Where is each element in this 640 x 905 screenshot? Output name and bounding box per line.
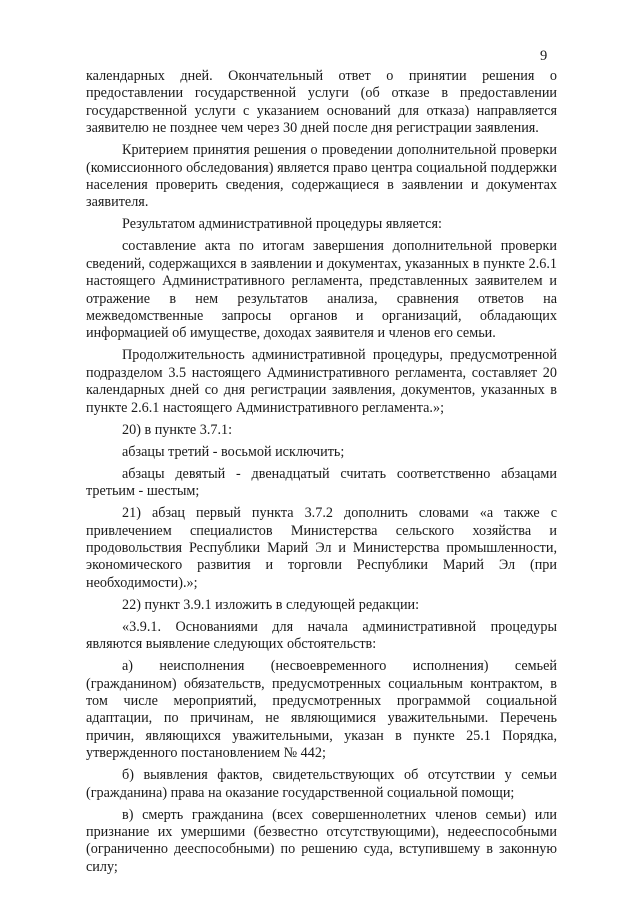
page-number: 9 xyxy=(540,48,548,64)
paragraph: Критерием принятия решения о проведении дополнительной проверки (комиссионного обследования) является право центра социальной поддержки населения проверить сведения, содержащиеся в заявлении и документах заявителя. xyxy=(86,142,557,211)
paragraph: 20) в пункте 3.7.1: xyxy=(122,421,233,438)
paragraph: «3.9.1. Основаниями для начала административной процедуры являются выявление следующих обстоятельств: xyxy=(86,618,557,653)
paragraph: б) выявления фактов, свидетельствующих об отсутствии у семьи (гражданина) права на оказание государственной социальной помощи; xyxy=(86,767,557,801)
paragraph: абзацы третий - восьмой исключить; xyxy=(122,443,345,460)
paragraph: в) смерть гражданина (всех совершеннолетних членов семьи) или признание их умершими (безвестно отсутствующими), недееспособными (ограниченно дееспособными) по решению суда, вступившему в законную силу; xyxy=(86,806,557,875)
paragraph: календарных дней. Окончательный ответ о принятии решения о предоставлении государственной услуги (об отказе в предоставлении государственной услуги с указанием оснований для отказа) направляется заявителю не позднее чем через 30 дней после дня регистрации заявления. xyxy=(86,68,557,137)
paragraph: 21) абзац первый пункта 3.7.2 дополнить словами «а также с привлечением специалистов Министерства сельского хозяйства и продовольствия Республики Марий Эл и Министерства промышленности, экономического развития и торговли Республики Марий Эл (при необходимости).»; xyxy=(86,505,557,591)
paragraph: 22) пункт 3.9.1 изложить в следующей редакции: xyxy=(122,596,420,613)
paragraph: Результатом административной процедуры является: xyxy=(122,216,442,233)
document-body xyxy=(86,68,557,881)
paragraph: абзацы девятый - двенадцатый считать соответственно абзацами третьим - шестым; xyxy=(86,465,557,500)
paragraph: составление акта по итогам завершения дополнительной проверки сведений, содержащихся в заявлении и документах, указанных в пункте 2.6.1 настоящего Административного регламента, представленных заявителем и отражение в нем результатов анализа, сравнения ответов на межведомственные запросы органов и организаций, обладающих информацией об имуществе, доходах заявителя и членов его семьи. xyxy=(86,238,557,342)
paragraph: Продолжительность административной процедуры, предусмотренной подразделом 3.5 настоящего Административного регламента, составляет 20 календарных дней со дня регистрации заявления, документов, указанных в пункте 2.6.1 настоящего Административного регламента.»; xyxy=(86,347,557,416)
paragraph: а) неисполнения (несвоевременного исполнения) семьей (гражданином) обязательств, предусмотренных социальным контрактом, в том числе мероприятий, предусмотренных программой социальной адаптации, по причинам, не являющимися уважительными. Перечень причин, являющихся уважительными, указан в пункте 25.1 Порядка, утвержденного постановлением № 442; xyxy=(86,658,557,762)
